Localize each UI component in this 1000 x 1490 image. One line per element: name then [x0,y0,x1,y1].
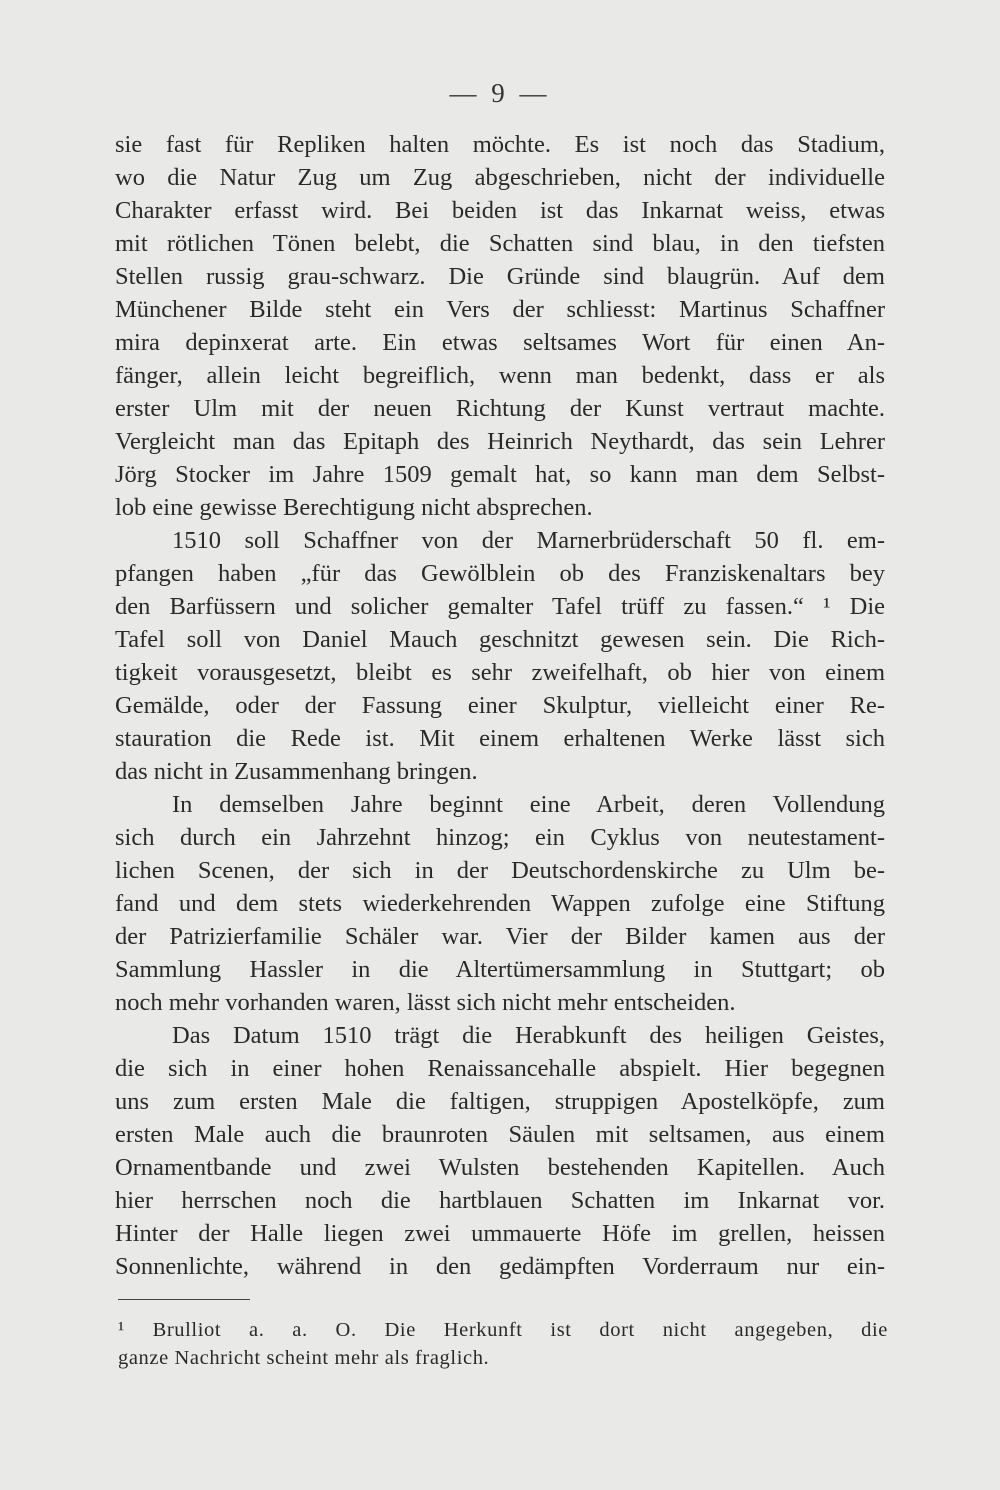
text-line: Stellen russig grau-schwarz. Die Gründe sind blaugrün. Auf dem [115,263,885,290]
text-line: Münchener Bilde steht ein Vers der schliesst: Martinus Schaffner [115,296,885,323]
text-line: sich durch ein Jahrzehnt hinzog; ein Cyklus von neutestament- [115,824,885,851]
footnote-divider [118,1299,250,1300]
text-line: Sonnenlichte, während in den gedämpften Vorderraum nur ein- [115,1253,885,1280]
text-line: mit rötlichen Tönen belebt, die Schatten sind blau, in den tiefsten [115,230,885,257]
text-line: lichen Scenen, der sich in der Deutschordenskirche zu Ulm be- [115,857,885,884]
text-line: mira depinxerat arte. Ein etwas seltsames Wort für einen An- [115,329,885,356]
text-line: Tafel soll von Daniel Mauch geschnitzt gewesen sein. Die Rich- [115,626,885,653]
text-line: hier herrschen noch die hartblauen Schatten im Inkarnat vor. [115,1187,885,1214]
text-line: Jörg Stocker im Jahre 1509 gemalt hat, so kann man dem Selbst- [115,461,885,488]
text-line: der Patrizierfamilie Schäler war. Vier der Bilder kamen aus der [115,923,885,950]
text-line: Gemälde, oder der Fassung einer Skulptur, vielleicht einer Re- [115,692,885,719]
text-line: die sich in einer hohen Renaissancehalle abspielt. Hier begegnen [115,1055,885,1082]
text-line: Charakter erfasst wird. Bei beiden ist das Inkarnat weiss, etwas [115,197,885,224]
text-line: den Barfüssern und solicher gemalter Tafel trüff zu fassen.“ ¹ Die [115,593,885,620]
text-line: wo die Natur Zug um Zug abgeschrieben, nicht der individuelle [115,164,885,191]
text-line: fand und dem stets wiederkehrenden Wappen zufolge eine Stiftung [115,890,885,917]
text-line: fänger, allein leicht begreiflich, wenn man bedenkt, dass er als [115,362,885,389]
text-line: Sammlung Hassler in die Altertümersammlung in Stuttgart; ob [115,956,885,983]
footnote-line: ganze Nachricht scheint mehr als fraglich. [118,1347,490,1369]
text-line: sie fast für Repliken halten möchte. Es ist noch das Stadium, [115,131,885,158]
text-line: 1510 soll Schaffner von der Marnerbrüderschaft 50 fl. em- [172,527,885,554]
text-line: In demselben Jahre beginnt eine Arbeit, deren Vollendung [172,791,885,818]
text-line: lob eine gewisse Berechtigung nicht absprechen. [115,494,593,521]
page-number: — 9 — [449,78,551,108]
text-line: Hinter der Halle liegen zwei ummauerte Höfe im grellen, heissen [115,1220,885,1247]
text-line: stauration die Rede ist. Mit einem erhaltenen Werke lässt sich [115,725,885,752]
text-line: Ornamentbande und zwei Wulsten bestehenden Kapitellen. Auch [115,1154,885,1181]
text-line: erster Ulm mit der neuen Richtung der Kunst vertraut machte. [115,395,885,422]
text-line: tigkeit vorausgesetzt, bleibt es sehr zweifelhaft, ob hier von einem [115,659,885,686]
text-line: Das Datum 1510 trägt die Herabkunft des heiligen Geistes, [172,1022,885,1049]
text-line: pfangen haben „für das Gewölblein ob des Franziskenaltars bey [115,560,885,587]
text-line: ersten Male auch die braunroten Säulen mit seltsamen, aus einem [115,1121,885,1148]
footnote-line: ¹ Brulliot a. a. O. Die Herkunft ist dort nicht angegeben, die [118,1319,888,1341]
text-line: uns zum ersten Male die faltigen, struppigen Apostelköpfe, zum [115,1088,885,1115]
text-line: noch mehr vorhanden waren, lässt sich nicht mehr entscheiden. [115,989,736,1016]
text-line: das nicht in Zusammenhang bringen. [115,758,478,785]
text-line: Vergleicht man das Epitaph des Heinrich Neythardt, das sein Lehrer [115,428,885,455]
